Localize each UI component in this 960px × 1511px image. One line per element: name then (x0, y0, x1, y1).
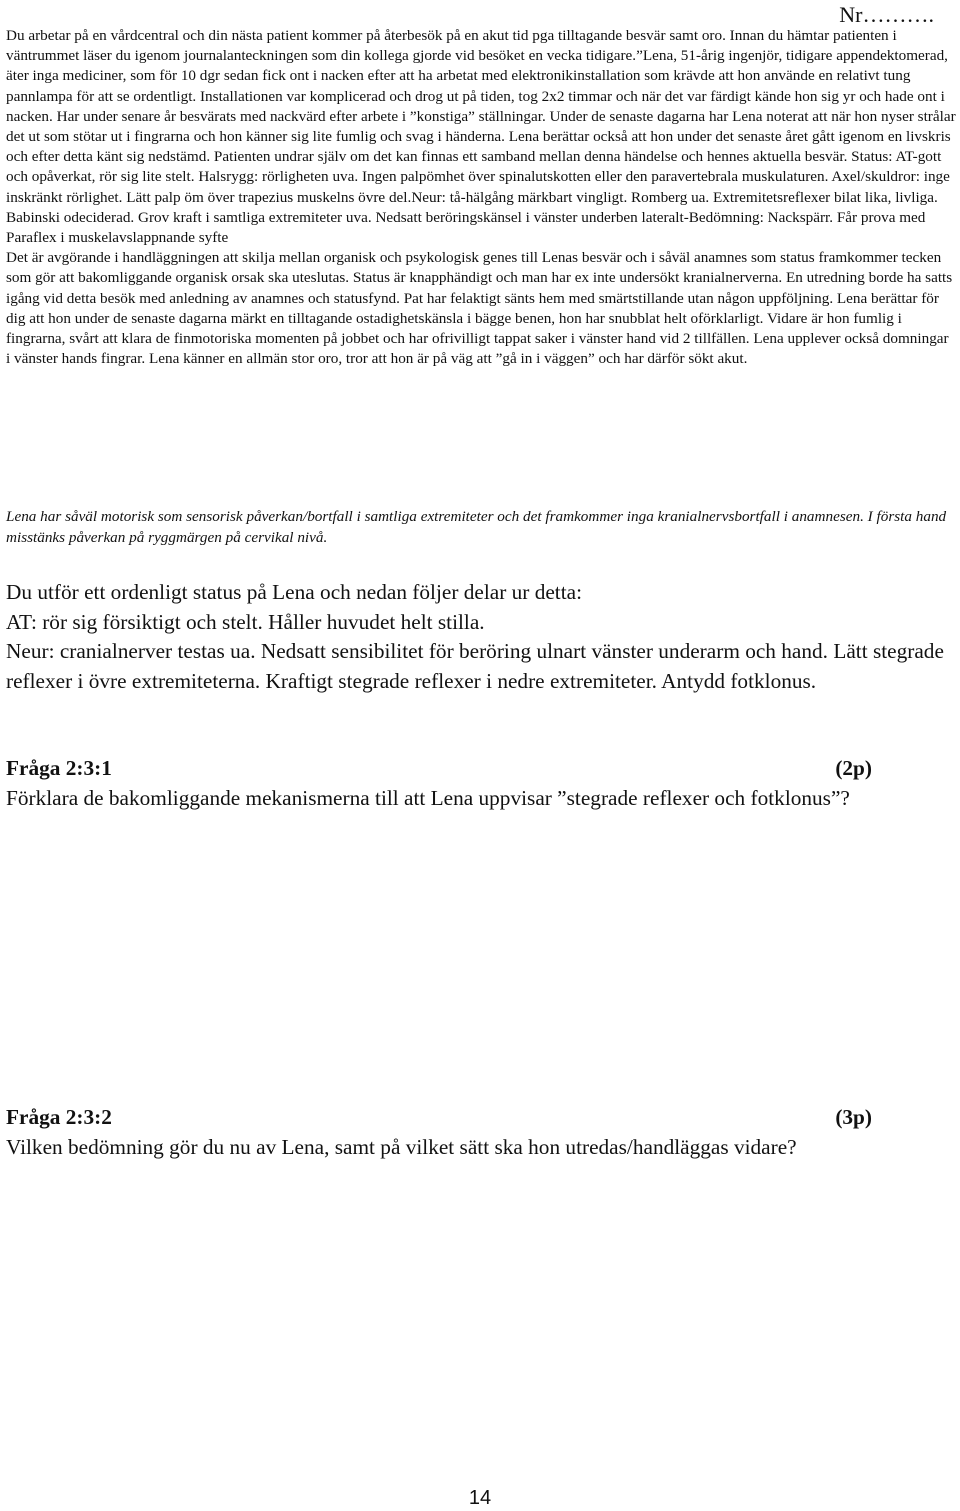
status-intro: Du utför ett ordenligt status på Lena och nedan följer delar ur detta: (6, 580, 582, 604)
case-journal-text: Du arbetar på en vårdcentral och din nästa patient kommer på återbesök på en akut tid pga tilltagande besvär samt oro. Innan du hämtar patienten i väntrummet läser du igenom journalanteckningen som din kollega gjorde vid besöket en vecka tidigare.”Lena, 51-årig ingenjör, tidigare appendektomerad, äter inga mediciner, som för 10 dgr sedan fick ont i nacken efter att ha arbetat med elektronikinstallation som krävde att hon använde en relativt tung pannlampa för att se ordentligt. Installationen var komplicerad och drog ut på tiden, tog 2x2 timmar och när det var färdigt kände hon sig yr och hade ont i nacken. Har under senare år besvärats med nackvärd efter arbete i ”konstiga” ställningar. Under de senaste dagarna har Lena noterat att när hon nyser strålar det ut som stötar ut i fingrarna och hon känner sig lite fumlig och svag i händerna. Lena berättar också att hon under det senaste året gått igenom en livskris och efter detta känt sig nedstämd. Patienten undrar själv om det kan finnas ett samband mellan denna händelse och hennes aktuella besvär. Status: AT-gott och opåverkat, rör sig lite stelt. Halsrygg: rörligheten uva. Ingen palpömhet över spinalutskotten eller den paravertebrala muskulaturen. Axel/skuldror: inge inskränkt rörlighet. Lätt palp öm över trapezius muskelns övre del.Neur: tå-hälgång märkbart vingligt. Romberg ua. Extremitetsreflexer bilat lika, livliga. Babinski odeciderad. Grov kraft i samtliga extremiteter uva. Nedsatt beröringskänsel i vänster underben lateralt-Bedömning: Nackspärr. Får prova med Paraflex i muskelavslappnande syfte (6, 27, 956, 247)
question-title: Fråga 2:3:2 (6, 1105, 112, 1129)
page-number: 14 (468, 1487, 492, 1509)
status-neur: Neur: cranialnerver testas ua. Nedsatt sensibilitet för beröring ulnart vänster underarm och hand. Lätt stegrade reflexer i övre extremiteterna. Kraftigt stegrade reflexer i nedre extremiteter. Antydd fotklonus. (6, 639, 944, 693)
question-header (6, 753, 872, 783)
status-at: AT: rör sig försiktigt och stelt. Håller huvudet helt stilla. (6, 609, 485, 634)
question-points: (3p) (835, 1105, 872, 1129)
question-title: Fråga 2:3:1 (6, 756, 112, 780)
question-header (6, 1102, 872, 1132)
status-section (6, 578, 956, 696)
exam-number-label: Nr………. (839, 2, 934, 27)
question-text: Vilken bedömning gör du nu av Lena, samt på vilket sätt ska hon utredas/handläggas vidare? (6, 1135, 797, 1159)
case-analysis-text: Det är avgörande i handläggningen att skilja mellan organisk och psykologisk genes till Lenas besvär och i såväl anamnes som status framkommer tecken som gör att bakomliggande organisk orsak ska uteslutas. Status är knapphändigt och man har ex inte undersökt kranialnerverna. En utredning borde ha satts igång vid detta besök med anledning av anamnes och statusfynd. Pat har felaktigt sänts hem med smärtstillande utan någon uppföljning. Lena berättar för dig att hon under de senaste dagarna märkt en tilltagande ostadighetskänsla i bägge benen, hon har snubblat helt oförklarligt. Vidare är hon fumlig i fingrarna, svårt att klara de finmotoriska momenten på jobbet och har ofrivilligt tappat saker i vänster hand vid 2 tillfällen. Lena upplever också domningar i vänster hands fingrar. Lena känner en allmän stor oro, tror att hon är på väg att ”gå in i väggen” och har därför sökt akut. (6, 249, 953, 368)
question-2-3-2 (6, 1102, 946, 1162)
question-2-3-1 (6, 753, 872, 813)
question-text: Förklara de bakomliggande mekanismerna till att Lena uppvisar ”stegrade reflexer och fotklonus”? (6, 786, 850, 810)
question-points: (2p) (835, 756, 872, 780)
case-description (6, 26, 956, 369)
italic-assessment-note: Lena har såväl motorisk som sensorisk påverkan/bortfall i samtliga extremiteter och det framkommer inga kranialnervsbortfall i anamnesen. I första hand misstänks påverkan på ryggmärgen på cervikal nivå. (6, 508, 947, 546)
